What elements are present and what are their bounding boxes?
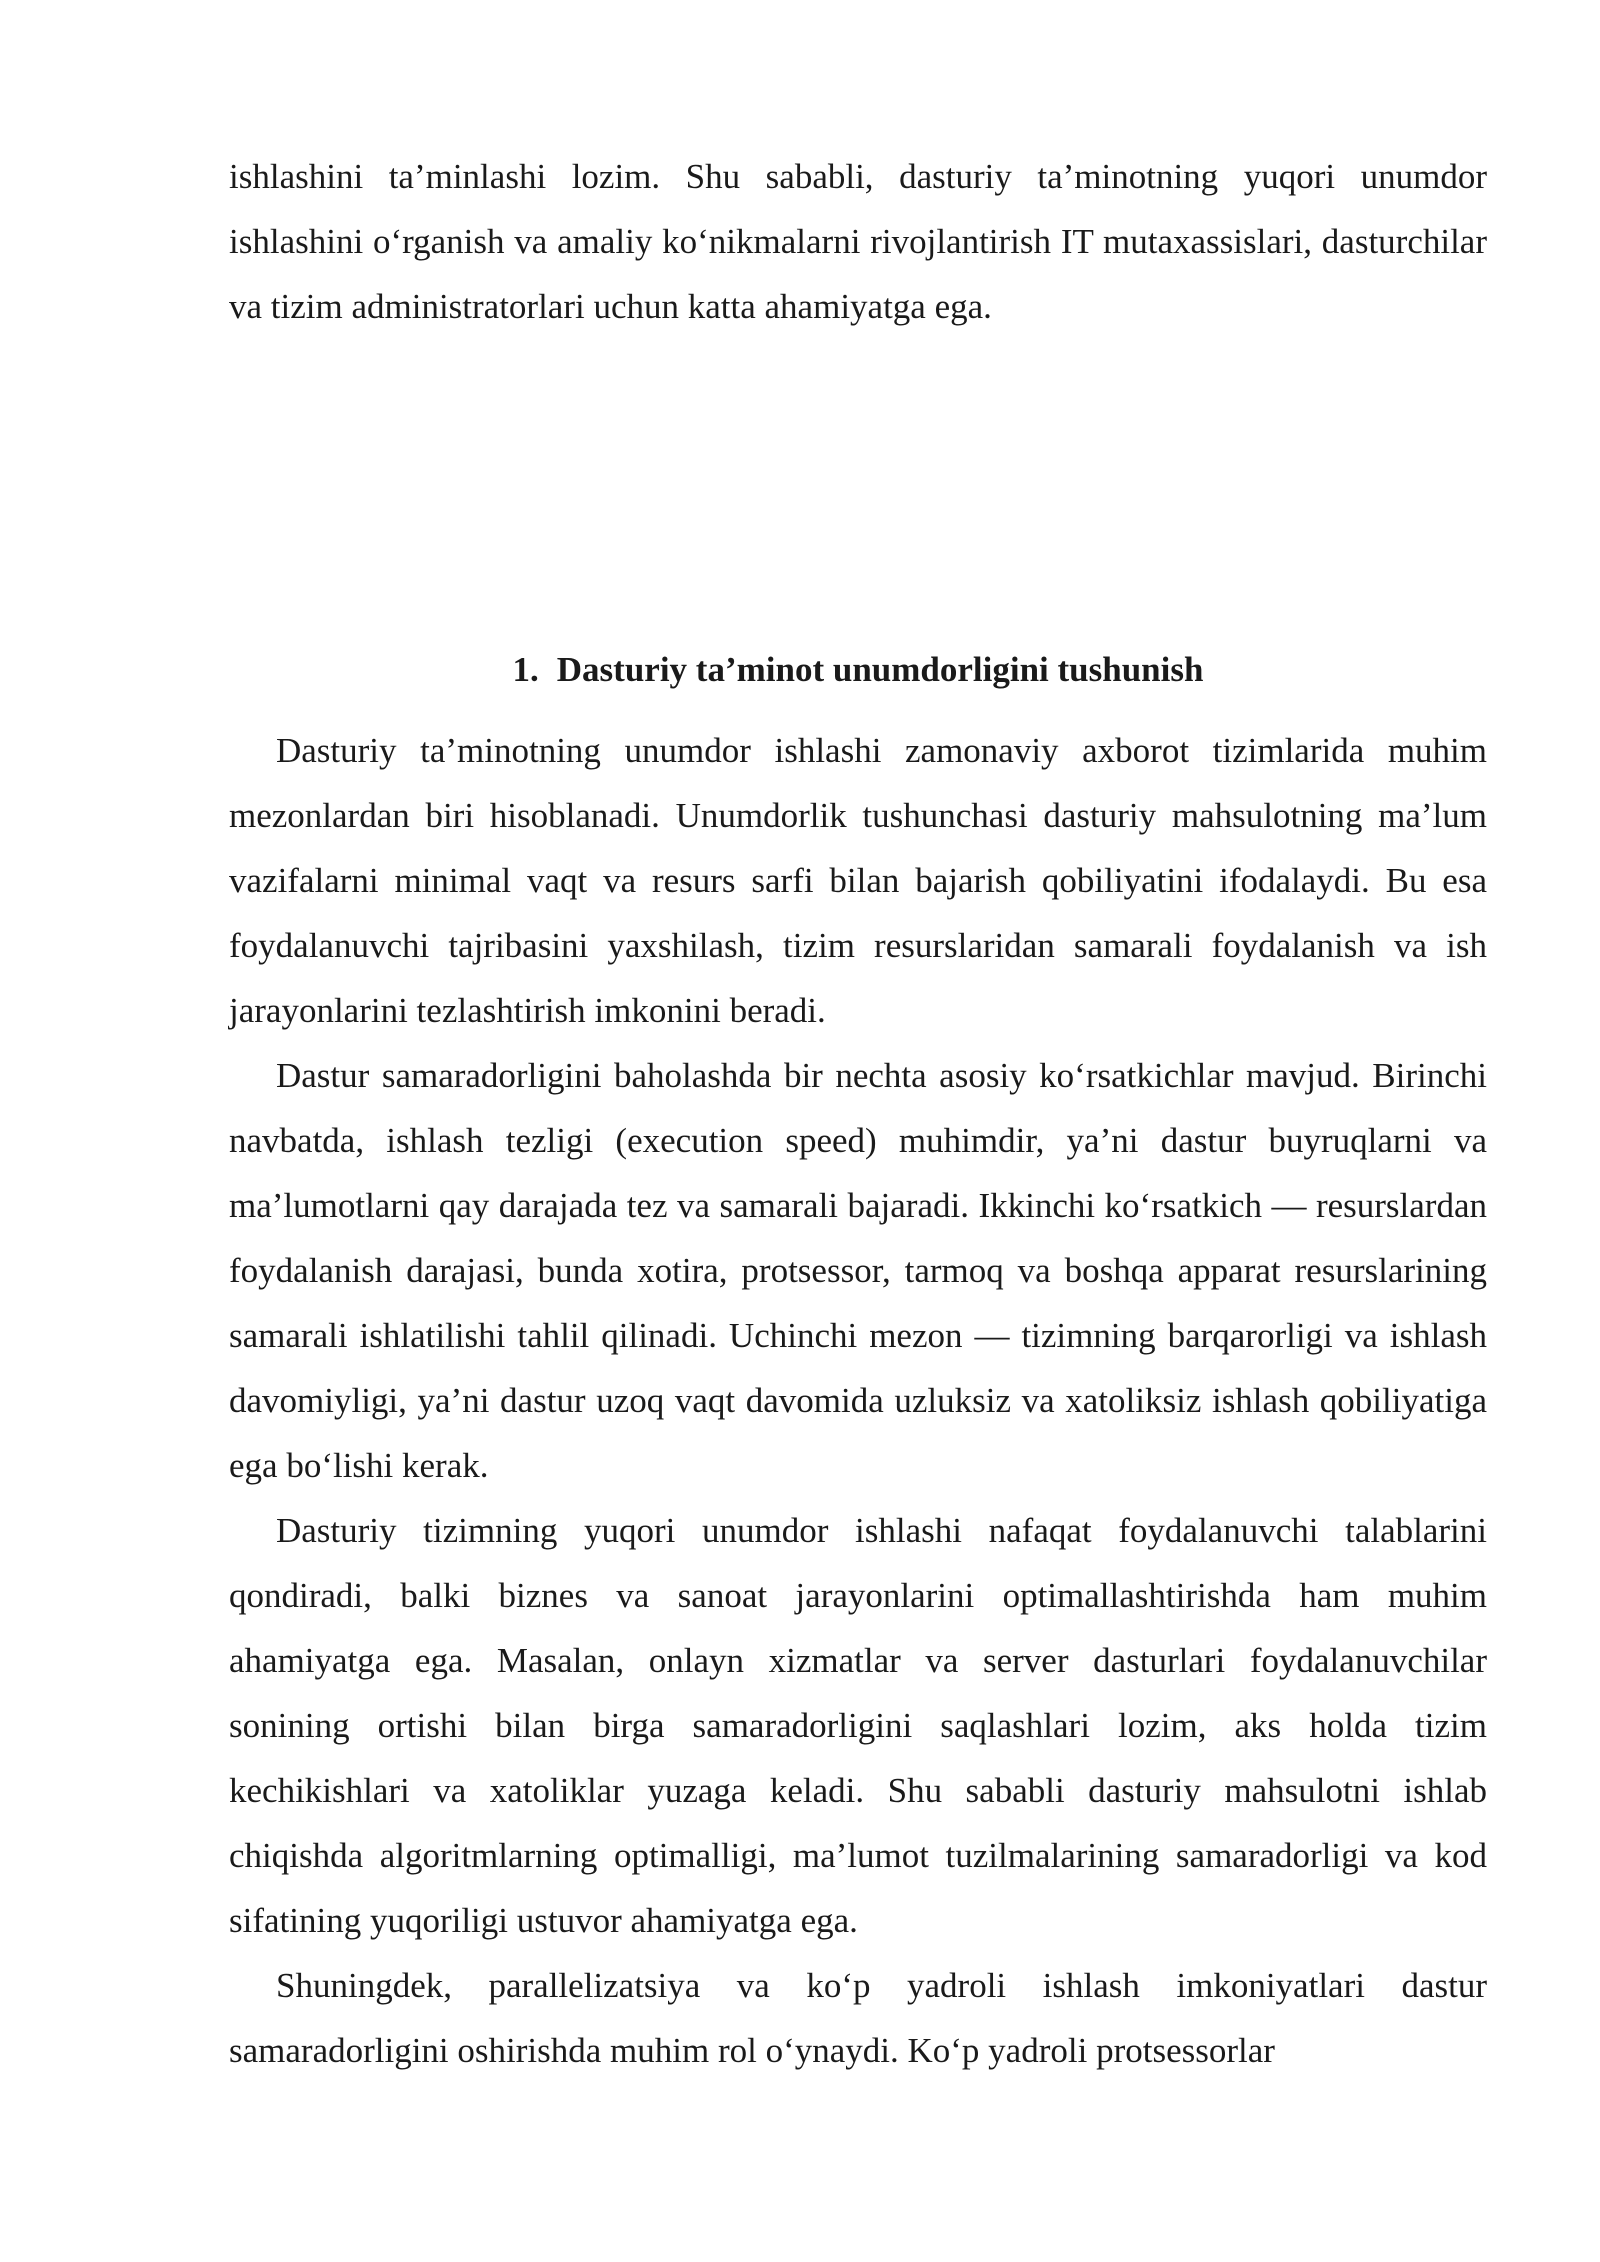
- section-title: Dasturiy ta’minot unumdorligini tushunish: [556, 650, 1204, 689]
- section-heading: [229, 640, 1487, 700]
- body-paragraph: Dastur samaradorligini baholashda bir nechta asosiy ko‘rsatkichlar mavjud. Birinchi navbatda, ishlash tezligi (execution speed) muhimdir, ya’ni dastur buyruqlarni va ma’lumotlarni qay darajada tez va samarali bajaradi. Ikkinchi ko‘rsatkich — resurslardan foydalanish darajasi, bunda xotira, protsessor, tarmoq va boshqa apparat resurslarining samarali ishlatilishi tahlil qilinadi. Uchinchi mezon — tizimning barqarorligi va ishlash davomiyligi, ya’ni dastur uzoq vaqt davomida uzluksiz va xatoliksiz ishlash qobiliyatiga ega bo‘lishi kerak.: [229, 1056, 1487, 1485]
- body-paragraph: Dasturiy tizimning yuqori unumdor ishlashi nafaqat foydalanuvchi talablarini qondiradi, balki biznes va sanoat jarayonlarini optimallashtirishda ham muhim ahamiyatga ega. Masalan, onlayn xizmatlar va server dasturlari foydalanuvchilar sonining ortishi bilan birga samaradorligini saqlashlari lozim, aks holda tizim kechikishlari va xatoliklar yuzaga keladi. Shu sababli dasturiy mahsulotni ishlab chiqishda algoritmlarning optimalligi, ma’lumot tuzilmalarining samaradorligi va kod sifatining yuqoriligi ustuvor ahamiyatga ega.: [229, 1511, 1487, 1940]
- body-paragraph: Shuningdek, parallelizatsiya va ko‘p yadroli ishlash imkoniyatlari dastur samaradorligini oshirishda muhim rol o‘ynaydi. Ko‘p yadroli protsessorlar: [229, 1966, 1487, 2070]
- intro-text-block: [229, 144, 1487, 339]
- body-paragraph: Dasturiy ta’minotning unumdor ishlashi zamonaviy axborot tizimlarida muhim mezonlardan biri hisoblanadi. Unumdorlik tushunchasi dasturiy mahsulotning ma’lum vazifalarni minimal vaqt va resurs sarfi bilan bajarish qobiliyatini ifodalaydi. Bu esa foydalanuvchi tajribasini yaxshilash, tizim resurslaridan samarali foydalanish va ish jarayonlarini tezlashtirish imkonini beradi.: [229, 731, 1487, 1030]
- section-number: 1.: [512, 650, 539, 689]
- section-body: [229, 718, 1487, 2083]
- intro-paragraph: ishlashini ta’minlashi lozim. Shu sababli, dasturiy ta’minotning yuqori unumdor ishlashini o‘rganish va amaliy ko‘nikmalarni rivojlantirish IT mutaxassislari, dasturchilar va tizim administratorlari uchun katta ahamiyatga ega.: [229, 157, 1487, 326]
